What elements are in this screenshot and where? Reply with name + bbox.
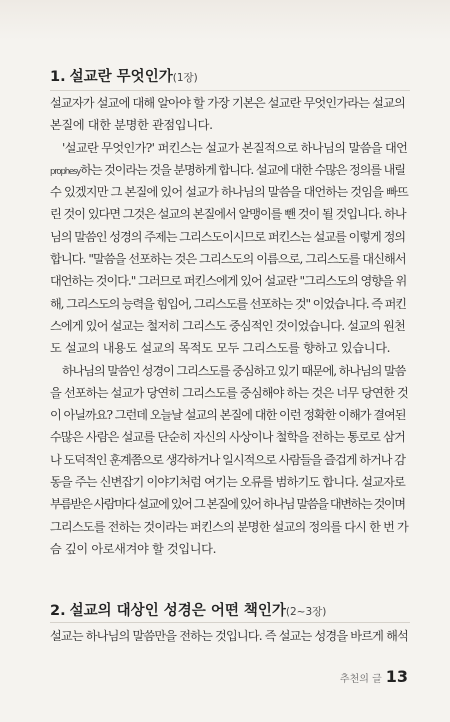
section-2-body [50, 625, 408, 647]
body-line: 님의 말씀인 성경의 주제는 그리스도이시므로 퍼킨스는 설교를 이렇게 정의 [50, 229, 406, 244]
body-line: 슴 깊이 아로새겨야 할 것입니다. [50, 541, 217, 556]
section-1-body [50, 92, 408, 560]
section-1-title: 설교란 무엇인가 [69, 69, 173, 85]
body-line: 합니다. "말씀을 선포하는 것은 그리스도의 이름으로, 그리스도를 대신해서 [50, 252, 406, 267]
body-line: '설교란 무엇인가?' 퍼킨스는 설교가 본질적으로 하나님의 말씀을 대언 [62, 140, 408, 155]
body-line: 해, 그리스도의 능력을 힘입어, 그리스도를 선포하는 것" 이었습니다. 즉 퍼킨 [50, 296, 406, 311]
body-line: 수많은 사람은 설교를 단순히 자신의 사상이나 철학을 전하는 통로로 삼거 [50, 430, 405, 445]
body-line: 스에게 있어 설교는 철저히 그리스도 중심적인 것이었습니다. 설교의 원천 [50, 318, 405, 333]
page-shadow [0, 0, 450, 40]
body-line-with-note [50, 159, 408, 181]
body-line: 부름받은 사람마다 설교에 있어 그 본질에 있어 하나님 말씀을 대변하는 것이며 [50, 497, 405, 512]
prophecy-note: prophesy [50, 166, 81, 177]
footer-label: 추천의 글 [339, 674, 382, 685]
body-line: 하나님의 말씀인 성경이 그리스도를 중심하고 있기 때문에, 하나님의 말씀 [62, 363, 406, 378]
body-line: 도 설교의 내용도 설교의 목적도 모두 그리스도를 향하고 있습니다. [50, 341, 391, 356]
body-line: 이 아닐까요? 그런데 오늘날 설교의 본질에 대한 이런 정확한 이해가 결여된 [50, 408, 406, 423]
section-1-divider [50, 90, 410, 91]
body-line: 수 있겠지만 그 본질에 있어 설교가 하나님의 말씀을 대언하는 것임을 빠뜨 [50, 185, 408, 200]
section-2-heading [50, 599, 326, 620]
body-line: 하는 것이라는 것을 분명하게 합니다. 설교에 대한 수많은 정의를 내릴 [80, 162, 405, 177]
body-line: 동을 주는 신변잡기 이야기처럼 여기는 오류를 범하기도 합니다. 설교자로 [50, 475, 405, 490]
body-line: 을 선포하는 설교가 당연히 그리스도를 중심해야 하는 것은 너무 당연한 것 [50, 385, 408, 400]
section-1-heading [50, 65, 198, 86]
body-line: 본질에 대한 분명한 관점입니다. [50, 118, 213, 133]
body-line: 나 도덕적인 훈계쯤으로 생각하거나 일시적으로 사람들을 즐겁게 하거나 감 [50, 452, 406, 467]
page-footer [340, 667, 408, 686]
section-1-number: 1. [50, 69, 66, 85]
body-line: 린 것이 있다면 그것은 설교의 본질에서 알맹이를 뺀 것이 될 것입니다. 하나 [50, 207, 406, 222]
body-line: 설교자가 설교에 대해 알아야 할 가장 기본은 설교란 무엇인가라는 설교의 [50, 96, 405, 110]
section-2-divider [50, 622, 410, 623]
page-number: 13 [385, 667, 408, 686]
body-line: 설교는 하나님의 말씀만을 전하는 것입니다. 즉 설교는 성경을 바르게 해석 [50, 629, 408, 643]
section-1-chapter: (1장) [172, 72, 198, 84]
body-line: 대언하는 것이다." 그러므로 퍼킨스에게 있어 설교란 "그리스도의 영향을 위 [50, 274, 407, 289]
section-2-chapter: (2~3장) [285, 606, 327, 618]
section-2-title: 설교의 대상인 성경은 어떤 책인가 [69, 603, 286, 619]
section-2-number: 2. [50, 603, 66, 619]
body-line: 그리스도를 전하는 것이라는 퍼킨스의 분명한 설교의 정의를 다시 한 번 가 [50, 519, 408, 534]
